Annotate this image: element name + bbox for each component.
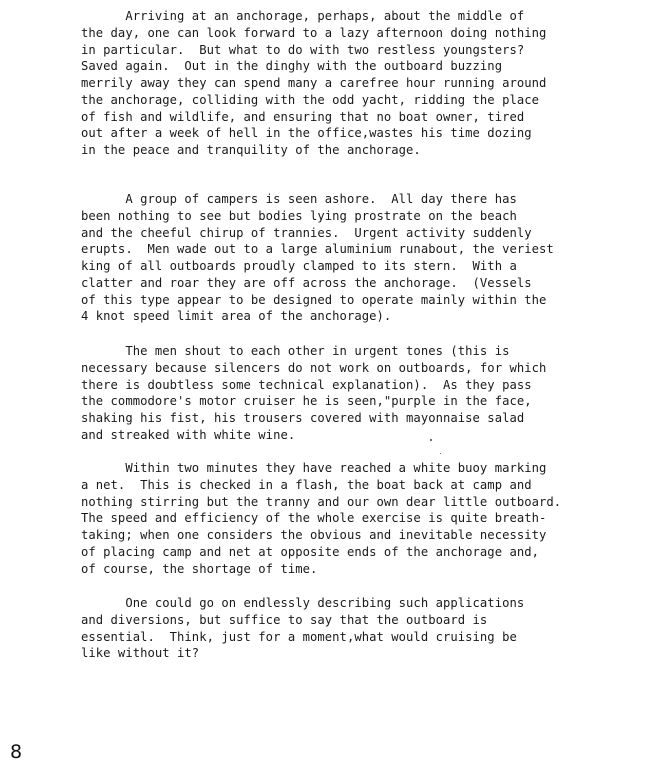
text-line: The speed and efficiency of the whole exercise is quite breath- xyxy=(81,511,547,526)
text-line: of this type appear to be designed to operate mainly within the xyxy=(81,292,547,307)
text-line: of course, the shortage of time. xyxy=(81,561,318,576)
text-line: Arriving at an anchorage, perhaps, about the middle of xyxy=(81,9,525,23)
text-line: essential. Think, just for a moment,what would cruising be xyxy=(81,629,517,644)
paragraph-white-buoy xyxy=(81,460,641,577)
text-line: Saved again. Out in the dinghy with the outboard buzzing xyxy=(81,59,503,74)
page-number: 8 xyxy=(10,741,23,763)
text-line: king of all outboards proudly clamped to its stern. With a xyxy=(81,259,517,273)
text-line: nothing stirring but the tranny and our own dear little outboard. xyxy=(81,494,562,509)
paragraph-men-shout xyxy=(81,343,641,444)
paragraph-anchorage-afternoon xyxy=(81,8,641,159)
text-line: shaking his fist, his trousers covered with mayonnaise salad xyxy=(81,411,525,425)
text-line: 4 knot speed limit area of the anchorage). xyxy=(81,309,392,324)
text-line: merrily away they can spend many a carefree hour running around xyxy=(81,76,547,90)
paragraph-campers-ashore xyxy=(81,191,641,325)
text-line: there is doubtless some technical explanation). As they pass xyxy=(81,377,532,392)
text-line: of placing camp and net at opposite ends of the anchorage and, xyxy=(81,544,540,559)
text-line: the commodore's motor cruiser he is seen,"purple in the face, xyxy=(81,394,532,409)
text-line: a net. This is checked in a flash, the boat back at camp and xyxy=(81,477,532,492)
text-line: like without it? xyxy=(81,646,200,661)
text-line: of fish and wildlife, and ensuring that no boat owner, tired xyxy=(81,109,525,124)
ink-speck xyxy=(430,439,432,441)
text-line: and streaked with white wine. xyxy=(81,427,296,442)
text-line: The men shout to each other in urgent tones (this is xyxy=(81,344,510,358)
text-line: erupts. Men wade out to a large aluminium runabout, the veriest xyxy=(81,242,554,257)
text-line: in particular. But what to do with two restless youngsters? xyxy=(81,42,525,57)
ink-speck xyxy=(440,453,441,454)
text-line: the day, one can look forward to a lazy afternoon doing nothing xyxy=(81,25,547,40)
text-line: necessary because silencers do not work on outboards, for which xyxy=(81,360,547,375)
text-line: One could go on endlessly describing such applications xyxy=(81,596,525,610)
text-line: the anchorage, colliding with the odd yacht, ridding the place xyxy=(81,92,540,107)
text-line: out after a week of hell in the office,wastes his time dozing xyxy=(81,126,532,141)
text-line: and the cheeful chirup of trannies. Urgent activity suddenly xyxy=(81,225,532,240)
text-line: Within two minutes they have reached a white buoy marking xyxy=(81,461,547,475)
text-line: and diversions, but suffice to say that the outboard is xyxy=(81,612,488,627)
text-line: in the peace and tranquility of the anchorage. xyxy=(81,143,421,157)
paragraph-conclusion xyxy=(81,595,641,662)
text-line: clatter and roar they are off across the anchorage. (Vessels xyxy=(81,275,532,290)
text-line: been nothing to see but bodies lying prostrate on the beach xyxy=(81,208,517,223)
text-line: taking; when one considers the obvious and inevitable necessity xyxy=(81,528,547,542)
text-line: A group of campers is seen ashore. All day there has xyxy=(81,192,517,206)
